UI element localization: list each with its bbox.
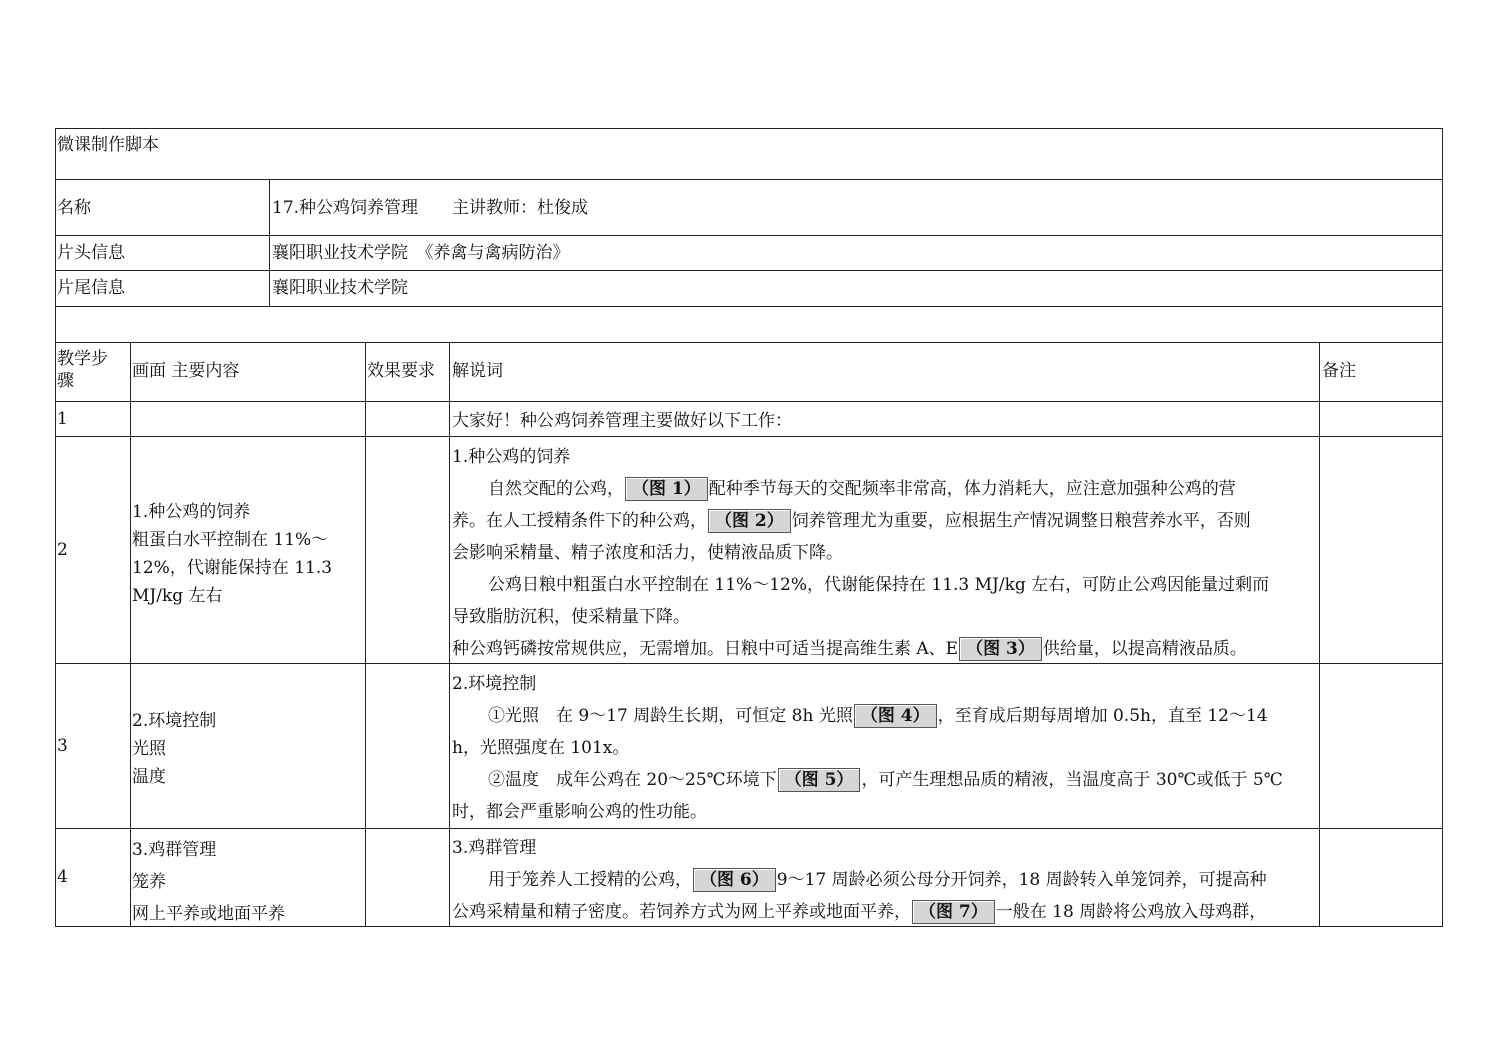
figure-1-button[interactable]: （图 1）	[625, 477, 708, 501]
step-number: 2	[57, 540, 68, 560]
table-divider	[55, 235, 1443, 236]
narration-text: 自然交配的公鸡，	[488, 479, 624, 499]
narration-text: 饲养管理尤为重要，应根据生产情况调整日粮营养水平，否则	[791, 511, 1251, 531]
table-divider	[55, 342, 1443, 343]
narration-line	[452, 864, 1267, 896]
table-divider	[55, 401, 1443, 402]
narration-line: 公鸡日粮中粗蛋白水平控制在 11%～12%，代谢能保持在 11.3 MJ/kg 左右，可防止公鸡因能量过剩而	[488, 575, 1270, 595]
narration-text: 养。在人工授精条件下的种公鸡，	[452, 511, 707, 531]
column-header-step-line: 教学步	[57, 349, 108, 369]
table-divider	[55, 306, 1443, 307]
narration-line	[452, 700, 1283, 732]
screen-content-line: 网上平养或地面平养	[132, 904, 285, 924]
screen-content-line: 笼养	[132, 872, 166, 892]
table-divider	[55, 436, 1443, 437]
column-divider	[130, 342, 131, 927]
narration-text: 大家好！种公鸡饲养管理主要做好以下工作：	[452, 411, 792, 431]
narration-line: 2.环境控制	[452, 674, 537, 694]
narration-text: 9～17 周龄必须公母分开饲养，18 周龄转入单笼饲养，可提高种	[776, 870, 1267, 890]
screen-content-line: 温度	[132, 767, 166, 787]
figure-4-button[interactable]: （图 4）	[854, 704, 937, 728]
tail-info-value: 襄阳职业技术学院	[272, 278, 408, 298]
narration-line	[452, 633, 1269, 665]
head-info-value: 襄阳职业技术学院 《养禽与禽病防治》	[272, 243, 570, 263]
narration-text: 配种季节每天的交配频率非常高，体力消耗大，应注意加强种公鸡的营	[708, 479, 1236, 499]
narration-text: ，可产生理想品质的精液，当温度高于 30℃或低于 5℃	[861, 770, 1283, 790]
figure-6-button[interactable]: （图 6）	[693, 868, 776, 892]
narration-block	[452, 832, 1267, 928]
column-divider	[1319, 342, 1320, 927]
step-number: 4	[57, 867, 68, 887]
name-label: 名称	[57, 198, 91, 218]
column-header-screen: 画面 主要内容	[132, 361, 240, 381]
narration-line: h，光照强度在 101x。	[452, 738, 630, 758]
table-border-top	[55, 128, 1443, 129]
head-info-label: 片头信息	[57, 243, 125, 263]
table-border-left	[55, 128, 56, 927]
narration-line: 会影响采精量、精子浓度和活力，使精液品质下降。	[452, 543, 843, 563]
screen-content	[132, 498, 332, 610]
screen-content	[132, 834, 285, 930]
narration-text: 公鸡采精量和精子密度。若饲养方式为网上平养或地面平养，	[452, 902, 911, 922]
narration-text: 一般在 18 周龄将公鸡放入母鸡群，	[995, 902, 1267, 922]
narration-line	[452, 473, 1269, 505]
narration-text: 供给量，以提高精液品质。	[1042, 639, 1247, 659]
column-header-narration: 解说词	[452, 361, 503, 381]
step-number: 3	[57, 736, 68, 756]
screen-content-line: 2.环境控制	[132, 711, 217, 731]
narration-line: 3.鸡群管理	[452, 838, 537, 858]
narration-line	[452, 505, 1269, 537]
screen-content-line: 3.鸡群管理	[132, 840, 217, 860]
narration-line: 1.种公鸡的饲养	[452, 447, 571, 467]
screen-content-line: 12%，代谢能保持在 11.3	[132, 558, 333, 578]
column-header-note: 备注	[1322, 361, 1356, 381]
narration-text: ，至育成后期每周增加 0.5h，直至 12～14	[937, 706, 1268, 726]
figure-2-button[interactable]: （图 2）	[708, 509, 791, 533]
screen-content-line: 1.种公鸡的饲养	[132, 502, 251, 522]
narration-block	[452, 668, 1283, 828]
figure-5-button[interactable]: （图 5）	[778, 768, 861, 792]
figure-7-button[interactable]: （图 7）	[912, 900, 995, 924]
narration-line	[452, 896, 1267, 928]
narration-line: 导致脂肪沉积，使采精量下降。	[452, 607, 690, 627]
table-divider	[55, 270, 1443, 271]
script-title: 微课制作脚本	[57, 135, 159, 155]
tail-info-label: 片尾信息	[57, 278, 125, 298]
narration-text: ②温度 成年公鸡在 20～25℃环境下	[488, 770, 777, 790]
table-divider	[55, 828, 1443, 829]
narration-line: 时，都会严重影响公鸡的性功能。	[452, 802, 707, 822]
name-value: 17.种公鸡饲养管理 主讲教师：杜俊成	[272, 198, 589, 218]
column-header-effect: 效果要求	[367, 361, 435, 381]
narration-line	[452, 764, 1283, 796]
screen-content-line: 光照	[132, 739, 166, 759]
narration-text: 种公鸡钙磷按常规供应，无需增加。日粮中可适当提高维生素 A、E	[452, 639, 959, 659]
screen-content-line: MJ/kg 左右	[132, 586, 223, 606]
step-number: 1	[57, 409, 68, 429]
screen-content	[132, 707, 216, 791]
column-header-step	[57, 348, 108, 392]
table-border-right	[1442, 128, 1443, 927]
narration-block	[452, 441, 1269, 665]
narration-text: 用于笼养人工授精的公鸡，	[488, 870, 692, 890]
column-divider	[449, 342, 450, 927]
narration-text: ①光照 在 9～17 周龄生长期，可恒定 8h 光照	[488, 706, 853, 726]
screen-content-line: 粗蛋白水平控制在 11%～	[132, 530, 329, 550]
figure-3-button[interactable]: （图 3）	[959, 637, 1042, 661]
table-divider	[55, 179, 1443, 180]
info-column-divider	[269, 179, 270, 307]
column-header-step-line: 骤	[57, 371, 74, 391]
column-divider	[365, 342, 366, 927]
